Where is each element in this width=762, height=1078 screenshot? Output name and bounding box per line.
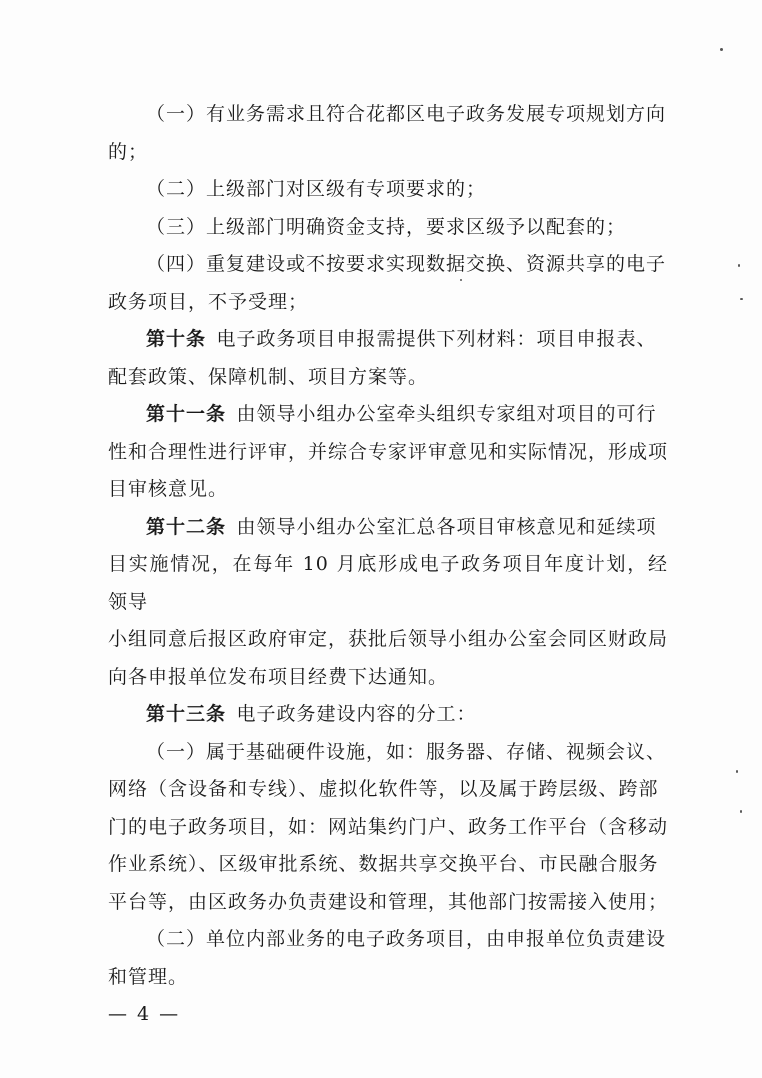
paragraph-line: [108, 734, 668, 772]
paragraph-line: [108, 396, 668, 434]
paragraph-text: 作业系统）、区级审批系统、数据共享交换平台、市民融合服务: [108, 853, 659, 875]
paragraph-line: [108, 771, 668, 809]
paragraph-text: 网络（含设备和专线）、虚拟化软件等，以及属于跨层级、跨部: [108, 778, 659, 800]
paragraph-line: [108, 171, 668, 209]
paragraph-line: [108, 96, 668, 134]
paragraph-text: （二）上级部门对区级有专项要求的；: [146, 178, 487, 200]
paragraph-text: 由领导小组办公室汇总各项目审核意见和延续项: [236, 515, 657, 538]
article-heading: 第十一条: [146, 403, 227, 425]
paragraph-text: 平台等，由区政务办负责建设和管理，其他部门按需接入使用；: [108, 890, 669, 913]
paragraph-line: [108, 246, 668, 284]
paragraph-line: [108, 359, 668, 397]
paragraph-text: 小组同意后报区政府审定，获批后领导小组办公室会同区财政局: [108, 628, 669, 650]
paragraph-line: [108, 921, 668, 959]
article-heading: 第十二条: [146, 515, 227, 538]
paragraph-text: 性和合理性进行评审，并综合专家评审意见和实际情况，形成项: [108, 440, 669, 463]
paragraph-line: [108, 621, 668, 659]
paragraph-line: [108, 509, 668, 547]
paragraph-line: [108, 209, 668, 247]
paragraph-text: 和管理。: [108, 965, 189, 988]
paragraph-line: [108, 134, 668, 172]
document-body: [108, 96, 668, 996]
paragraph-line: [108, 846, 668, 884]
paragraph-text: 由领导小组办公室牵头组织专家组对项目的可行: [236, 403, 657, 425]
paragraph-text: （三）上级部门明确资金支持，要求区级予以配套的；: [146, 215, 627, 238]
paragraph-text: 电子政务项目申报需提供下列材料：项目申报表、: [216, 328, 657, 350]
scan-speck: [740, 298, 743, 300]
paragraph-text: 电子政务建设内容的分工：: [236, 703, 477, 725]
paragraph-line: [108, 321, 668, 359]
paragraph-text: （一）有业务需求且符合花都区电子政务发展专项规划方向: [146, 103, 667, 125]
paragraph-line: [108, 884, 668, 922]
scan-speck: [740, 810, 742, 813]
paragraph-text: 门的电子政务项目，如：网站集约门户、政务工作平台（含移动: [108, 815, 669, 838]
scan-speck: [738, 264, 740, 267]
article-heading: 第十条: [146, 328, 207, 350]
paragraph-text: 向各申报单位发布项目经费下达通知。: [108, 665, 449, 688]
paragraph-text: （一）属于基础硬件设施，如：服务器、存储、视频会议、: [146, 740, 667, 763]
scan-speck: [720, 48, 723, 51]
paragraph-text: 的；: [108, 140, 149, 163]
paragraph-line: [108, 284, 668, 322]
article-heading: 第十三条: [146, 703, 227, 725]
page-number: — 4 —: [108, 1003, 181, 1025]
paragraph-line: [108, 809, 668, 847]
paragraph-line: [108, 959, 668, 997]
paragraph-line: [108, 659, 668, 697]
paragraph-line: [108, 471, 668, 509]
paragraph-line: [108, 696, 668, 734]
paragraph-text: 配套政策、保障机制、项目方案等。: [108, 365, 429, 388]
paragraph-text: 政务项目，不予受理；: [108, 290, 309, 313]
paragraph-text: （四）重复建设或不按要求实现数据交换、资源共享的电子: [146, 253, 667, 275]
scan-speck: [460, 279, 462, 281]
scan-speck: [736, 770, 738, 773]
paragraph-text: 目实施情况，在每年 10 月底形成电子政务项目年度计划，经领导: [108, 553, 668, 613]
paragraph-line: [108, 434, 668, 472]
paragraph-text: 目审核意见。: [108, 478, 229, 500]
paragraph-text: （二）单位内部业务的电子政务项目，由申报单位负责建设: [146, 928, 667, 950]
paragraph-line: [108, 546, 668, 621]
